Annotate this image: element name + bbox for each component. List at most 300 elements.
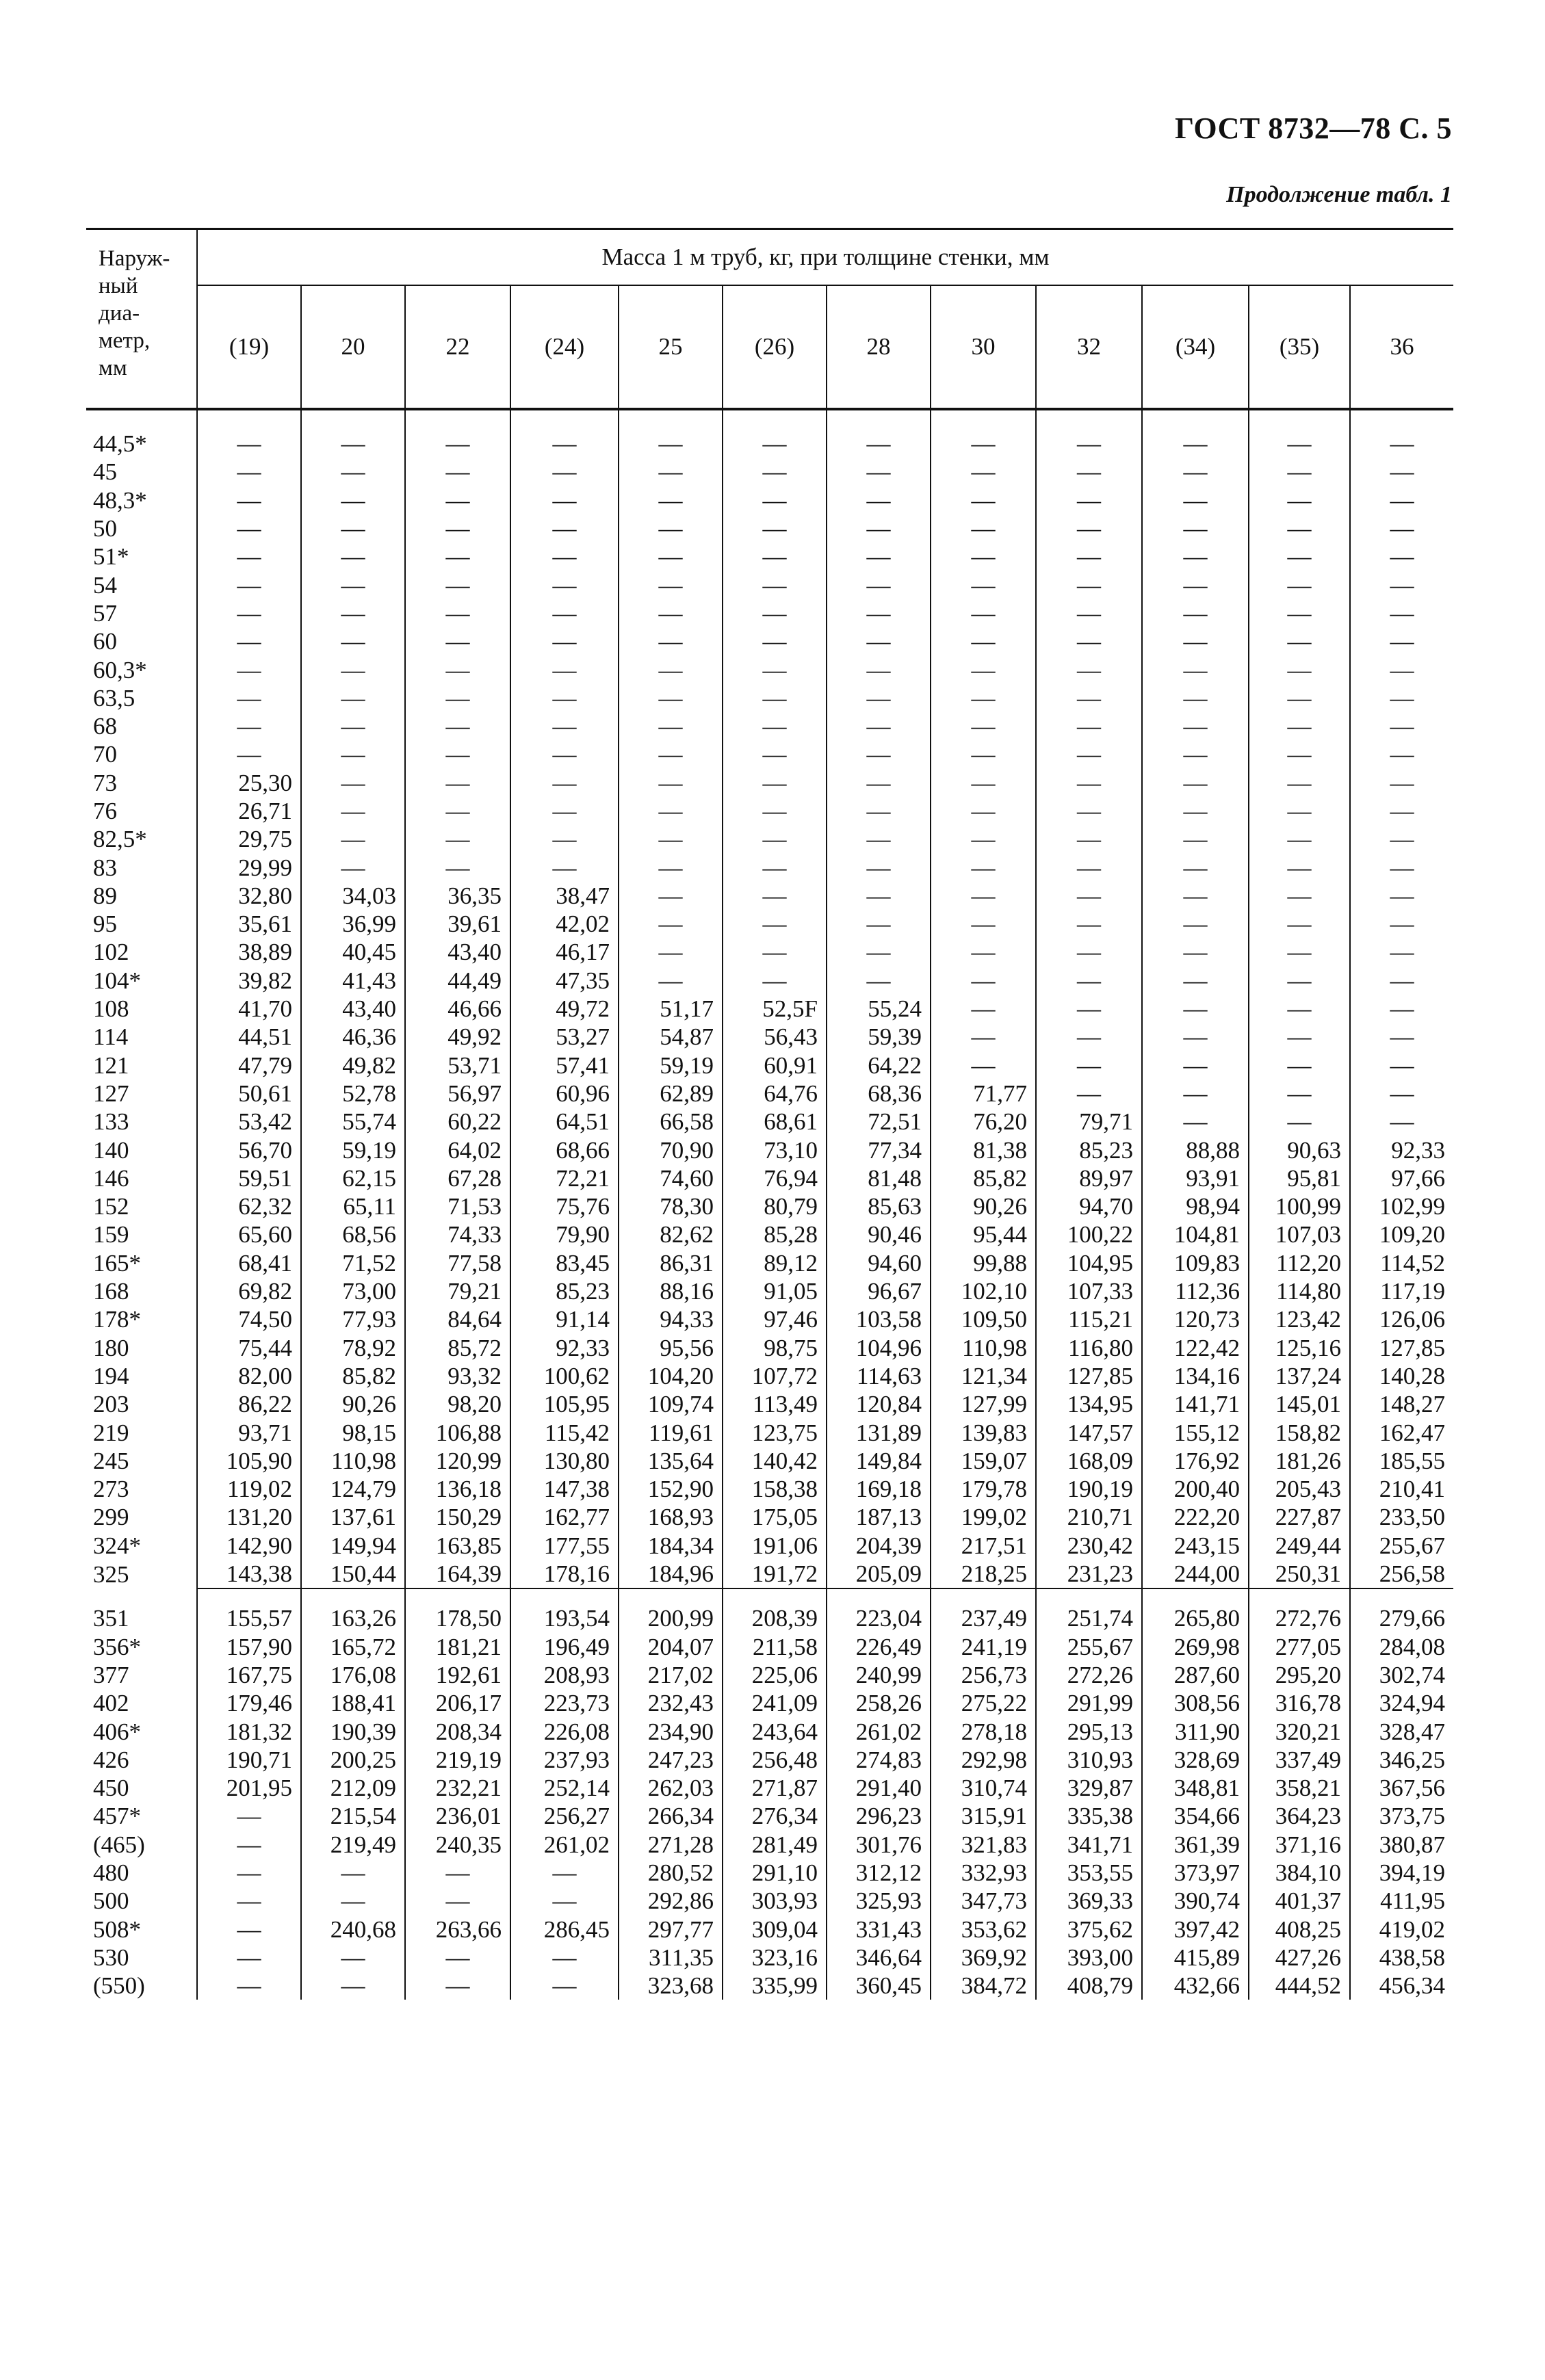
mass-cell: 373,75	[1350, 1802, 1453, 1830]
mass-cell: 134,16	[1142, 1362, 1249, 1390]
mass-cell: —	[1142, 542, 1249, 571]
mass-cell: —	[1036, 995, 1142, 1023]
mass-cell: —	[1350, 486, 1453, 514]
table-row	[86, 655, 1453, 683]
mass-cell: 158,82	[1249, 1418, 1350, 1446]
mass-cell: 158,38	[723, 1475, 827, 1503]
mass-cell: 70,90	[619, 1136, 723, 1164]
mass-cell: —	[1036, 910, 1142, 938]
mass-cell: —	[827, 409, 931, 458]
mass-cell: 205,09	[827, 1560, 931, 1588]
mass-cell: 302,74	[1350, 1661, 1453, 1689]
mass-cell: —	[931, 458, 1036, 486]
mass-cell: —	[723, 684, 827, 712]
table-continuation-label: Продолжение табл. 1	[1226, 182, 1452, 207]
wall-thickness-header: (24)	[510, 285, 619, 409]
mass-cell: 66,58	[619, 1108, 723, 1136]
mass-cell: 256,73	[931, 1661, 1036, 1689]
mass-cell: 240,68	[301, 1915, 405, 1943]
mass-cell: 321,83	[931, 1831, 1036, 1859]
mass-cell: —	[1249, 409, 1350, 458]
mass-cell: 292,86	[619, 1887, 723, 1915]
mass-cell: 77,34	[827, 1136, 931, 1164]
mass-cell: 97,46	[723, 1305, 827, 1333]
table-row	[86, 882, 1453, 910]
mass-cell: 284,08	[1350, 1632, 1453, 1660]
mass-cell: 271,87	[723, 1774, 827, 1802]
mass-cell: —	[931, 740, 1036, 768]
mass-cell: 79,71	[1036, 1108, 1142, 1136]
mass-cell: —	[510, 409, 619, 458]
table-row	[86, 1305, 1453, 1333]
mass-cell: 251,74	[1036, 1604, 1142, 1632]
mass-cell: —	[931, 514, 1036, 542]
diameter-cell: 219	[93, 1419, 129, 1446]
mass-cell: 325,93	[827, 1887, 931, 1915]
mass-cell: 85,28	[723, 1220, 827, 1248]
diameter-cell: 63,5	[93, 684, 135, 711]
mass-cell: 291,10	[723, 1859, 827, 1887]
mass-cell: 29,75	[197, 825, 301, 853]
mass-cell: 40,45	[301, 938, 405, 966]
mass-cell: —	[1036, 740, 1142, 768]
mass-cell: 36,35	[405, 882, 510, 910]
mass-cell: 90,63	[1249, 1136, 1350, 1164]
diameter-cell: 178*	[93, 1306, 141, 1333]
diameter-cell: 83	[93, 854, 117, 881]
mass-cell: 364,23	[1249, 1802, 1350, 1830]
mass-cell: 42,02	[510, 910, 619, 938]
diameter-cell: 273	[93, 1476, 129, 1503]
mass-cell: —	[931, 995, 1036, 1023]
mass-cell: —	[510, 627, 619, 655]
wall-thickness-header: 28	[827, 285, 931, 409]
mass-cell: —	[510, 655, 619, 683]
mass-cell: 263,66	[405, 1915, 510, 1943]
diameter-cell: 102	[93, 939, 129, 966]
mass-cell: —	[827, 542, 931, 571]
mass-cell: 71,53	[405, 1192, 510, 1220]
mass-cell: —	[197, 1859, 301, 1887]
mass-cell: —	[1350, 938, 1453, 966]
mass-cell: 432,66	[1142, 1972, 1249, 2000]
mass-cell: 178,50	[405, 1604, 510, 1632]
diameter-cell: 76	[93, 798, 117, 824]
mass-cell: —	[931, 967, 1036, 995]
mass-cell: —	[1249, 1051, 1350, 1080]
mass-cell: —	[723, 910, 827, 938]
mass-cell: —	[1142, 797, 1249, 825]
mass-cell: —	[1350, 1023, 1453, 1051]
mass-cell: 256,58	[1350, 1560, 1453, 1588]
diameter-cell: 82,5*	[93, 826, 147, 853]
mass-cell: —	[931, 797, 1036, 825]
mass-cell: 165,72	[301, 1632, 405, 1660]
mass-cell: —	[931, 571, 1036, 599]
mass-cell: —	[301, 486, 405, 514]
mass-cell: 120,84	[827, 1390, 931, 1418]
mass-cell: —	[619, 627, 723, 655]
wall-thickness-header: 30	[931, 285, 1036, 409]
mass-cell: 68,56	[301, 1220, 405, 1248]
mass-cell: —	[301, 409, 405, 458]
diameter-cell: 45	[93, 458, 117, 486]
mass-cell: 237,93	[510, 1746, 619, 1774]
mass-cell: 97,66	[1350, 1164, 1453, 1192]
mass-cell: 223,04	[827, 1604, 931, 1632]
mass-cell: —	[619, 769, 723, 797]
mass-cell: —	[301, 542, 405, 571]
mass-cell: —	[931, 853, 1036, 881]
mass-cell: —	[510, 1859, 619, 1887]
mass-cell: —	[931, 599, 1036, 627]
mass-cell: 36,99	[301, 910, 405, 938]
mass-cell: 335,38	[1036, 1802, 1142, 1830]
table-row	[86, 1108, 1453, 1136]
mass-cell: —	[1249, 967, 1350, 995]
mass-cell: 95,56	[619, 1334, 723, 1362]
mass-cell: 369,33	[1036, 1887, 1142, 1915]
mass-cell: —	[405, 627, 510, 655]
mass-cell: 59,19	[619, 1051, 723, 1080]
table-row	[86, 1915, 1453, 1943]
mass-cell: —	[405, 571, 510, 599]
mass-cell: 181,26	[1249, 1447, 1350, 1475]
mass-cell: 188,41	[301, 1689, 405, 1717]
mass-cell: —	[1350, 967, 1453, 995]
mass-cell: 123,75	[723, 1418, 827, 1446]
mass-cell: 78,92	[301, 1334, 405, 1362]
mass-cell: 217,51	[931, 1532, 1036, 1560]
mass-cell: 145,01	[1249, 1390, 1350, 1418]
mass-cell: —	[1249, 514, 1350, 542]
mass-cell: 208,39	[723, 1604, 827, 1632]
mass-cell: —	[1036, 797, 1142, 825]
mass-cell: 261,02	[510, 1831, 619, 1859]
mass-cell: —	[827, 740, 931, 768]
mass-cell: 59,51	[197, 1164, 301, 1192]
mass-cell: —	[405, 797, 510, 825]
mass-cell: 89,97	[1036, 1164, 1142, 1192]
mass-cell: 75,44	[197, 1334, 301, 1362]
mass-cell: 29,99	[197, 853, 301, 881]
mass-cell: —	[510, 797, 619, 825]
mass-cell: —	[1036, 1023, 1142, 1051]
mass-cell: 348,81	[1142, 1774, 1249, 1802]
mass-cell: 107,72	[723, 1362, 827, 1390]
mass-cell: 77,58	[405, 1249, 510, 1277]
mass-cell: 411,95	[1350, 1887, 1453, 1915]
mass-cell: —	[510, 571, 619, 599]
mass-cell: 85,82	[931, 1164, 1036, 1192]
mass-cell: 210,41	[1350, 1475, 1453, 1503]
mass-cell: 190,39	[301, 1717, 405, 1745]
mass-cell: 81,48	[827, 1164, 931, 1192]
mass-cell: 46,36	[301, 1023, 405, 1051]
mass-cell: 316,78	[1249, 1689, 1350, 1717]
mass-cell: —	[197, 1887, 301, 1915]
mass-cell: 176,08	[301, 1661, 405, 1689]
mass-cell: —	[1142, 599, 1249, 627]
diameter-cell: 402	[93, 1690, 129, 1717]
mass-cell: 150,44	[301, 1560, 405, 1588]
diameter-cell: 480	[93, 1859, 129, 1886]
mass-cell: 337,49	[1249, 1746, 1350, 1774]
mass-cell: 168,93	[619, 1503, 723, 1531]
mass-cell: —	[301, 514, 405, 542]
table-row	[86, 938, 1453, 966]
mass-cell: 59,39	[827, 1023, 931, 1051]
mass-cell: 367,56	[1350, 1774, 1453, 1802]
mass-cell: —	[1249, 655, 1350, 683]
mass-cell: —	[1142, 458, 1249, 486]
table-row	[86, 1774, 1453, 1802]
mass-cell: 162,77	[510, 1503, 619, 1531]
table-row	[86, 1249, 1453, 1277]
mass-cell: —	[1249, 769, 1350, 797]
mass-cell: —	[197, 740, 301, 768]
mass-cell: —	[827, 571, 931, 599]
mass-cell: —	[197, 1915, 301, 1943]
mass-cell: 112,36	[1142, 1277, 1249, 1305]
diameter-cell: 140	[93, 1136, 129, 1164]
mass-cell: 332,93	[931, 1859, 1036, 1887]
mass-cell: —	[723, 882, 827, 910]
mass-cell: 252,14	[510, 1774, 619, 1802]
mass-cell: 211,58	[723, 1632, 827, 1660]
mass-cell: 360,45	[827, 1972, 931, 2000]
mass-cell: —	[1350, 769, 1453, 797]
mass-cell: 196,49	[510, 1632, 619, 1660]
mass-cell: 311,90	[1142, 1717, 1249, 1745]
mass-cell: —	[931, 627, 1036, 655]
mass-cell: 77,93	[301, 1305, 405, 1333]
mass-cell: —	[827, 684, 931, 712]
diameter-cell: (465)	[93, 1831, 145, 1858]
diameter-cell: 133	[93, 1108, 129, 1136]
mass-cell: 247,23	[619, 1746, 723, 1774]
mass-cell: 73,10	[723, 1136, 827, 1164]
mass-cell: 369,92	[931, 1944, 1036, 1972]
mass-cell: 212,09	[301, 1774, 405, 1802]
mass-cell: —	[1350, 825, 1453, 853]
diameter-cell: 60	[93, 628, 117, 655]
mass-cell: 34,03	[301, 882, 405, 910]
table-row	[86, 458, 1453, 486]
mass-cell: —	[1036, 882, 1142, 910]
mass-cell: 328,47	[1350, 1717, 1453, 1745]
mass-cell: 68,66	[510, 1136, 619, 1164]
mass-cell: —	[1142, 853, 1249, 881]
mass-cell: —	[301, 627, 405, 655]
mass-cell: 95,81	[1249, 1164, 1350, 1192]
table-row	[86, 1632, 1453, 1660]
mass-cell: —	[1249, 712, 1350, 740]
mass-cell: —	[619, 882, 723, 910]
mass-cell: 222,20	[1142, 1503, 1249, 1531]
mass-cell: 141,71	[1142, 1390, 1249, 1418]
mass-cell: —	[1249, 1080, 1350, 1108]
mass-cell: 444,52	[1249, 1972, 1350, 2000]
table-row	[86, 486, 1453, 514]
mass-cell: 408,25	[1249, 1915, 1350, 1943]
mass-cell: 346,64	[827, 1944, 931, 1972]
mass-cell: —	[197, 627, 301, 655]
mass-cell: —	[827, 655, 931, 683]
mass-cell: —	[723, 797, 827, 825]
mass-cell: 175,05	[723, 1503, 827, 1531]
mass-cell: 223,73	[510, 1689, 619, 1717]
mass-cell: —	[1350, 853, 1453, 881]
mass-cell: —	[1142, 486, 1249, 514]
mass-cell: 408,79	[1036, 1972, 1142, 2000]
mass-cell: 192,61	[405, 1661, 510, 1689]
mass-cell: —	[827, 712, 931, 740]
mass-cell: 43,40	[405, 938, 510, 966]
mass-cell: 76,94	[723, 1164, 827, 1192]
mass-cell: 390,74	[1142, 1887, 1249, 1915]
mass-cell: —	[1350, 684, 1453, 712]
mass-cell: 124,79	[301, 1475, 405, 1503]
mass-cell: 82,00	[197, 1362, 301, 1390]
mass-cell: 341,71	[1036, 1831, 1142, 1859]
mass-cell: 200,99	[619, 1604, 723, 1632]
mass-cell: 199,02	[931, 1503, 1036, 1531]
mass-cell: —	[301, 684, 405, 712]
wall-thickness-header: 20	[301, 285, 405, 409]
table-row	[86, 1362, 1453, 1390]
mass-cell: —	[931, 938, 1036, 966]
diameter-cell: 50	[93, 515, 117, 542]
mass-cell: 120,73	[1142, 1305, 1249, 1333]
mass-cell: 64,22	[827, 1051, 931, 1080]
mass-cell: —	[1142, 571, 1249, 599]
mass-cell: 72,21	[510, 1164, 619, 1192]
mass-cell: —	[723, 599, 827, 627]
mass-cell: —	[301, 1972, 405, 2000]
mass-cell: —	[723, 769, 827, 797]
mass-cell: 39,82	[197, 967, 301, 995]
mass-cell: —	[1350, 1108, 1453, 1136]
table-row	[86, 1192, 1453, 1220]
mass-cell: 85,23	[510, 1277, 619, 1305]
mass-cell: —	[931, 882, 1036, 910]
mass-cell: —	[1350, 882, 1453, 910]
diameter-cell: 426	[93, 1746, 129, 1773]
mass-cell: —	[1036, 967, 1142, 995]
mass-cell: 143,38	[197, 1560, 301, 1588]
table-row	[86, 627, 1453, 655]
mass-cell: 127,85	[1036, 1362, 1142, 1390]
mass-cell: 210,71	[1036, 1503, 1142, 1531]
mass-cell: 126,06	[1350, 1305, 1453, 1333]
mass-cell: 335,99	[723, 1972, 827, 2000]
mass-cell: 115,21	[1036, 1305, 1142, 1333]
mass-cell: 201,95	[197, 1774, 301, 1802]
table-row	[86, 769, 1453, 797]
diameter-cell: 68	[93, 713, 117, 740]
mass-cell: 54,87	[619, 1023, 723, 1051]
mass-cell: 93,32	[405, 1362, 510, 1390]
mass-cell: 353,62	[931, 1915, 1036, 1943]
mass-cell: 127,99	[931, 1390, 1036, 1418]
mass-cell: —	[1036, 825, 1142, 853]
mass-cell: —	[1249, 1023, 1350, 1051]
mass-cell: —	[1350, 542, 1453, 571]
table-row	[86, 1532, 1453, 1560]
mass-cell: 256,48	[723, 1746, 827, 1774]
mass-cell: —	[1249, 684, 1350, 712]
mass-cell: 74,60	[619, 1164, 723, 1192]
mass-cell: 122,42	[1142, 1334, 1249, 1362]
mass-cell: 86,22	[197, 1390, 301, 1418]
mass-cell: —	[619, 938, 723, 966]
mass-cell: —	[1142, 712, 1249, 740]
diameter-cell: 351	[93, 1605, 129, 1632]
mass-cell: 328,69	[1142, 1746, 1249, 1774]
mass-cell: 120,99	[405, 1447, 510, 1475]
mass-cell: 346,25	[1350, 1746, 1453, 1774]
mass-cell: 181,32	[197, 1717, 301, 1745]
mass-cell: 44,51	[197, 1023, 301, 1051]
mass-cell: —	[197, 599, 301, 627]
table-row	[86, 1604, 1453, 1632]
mass-cell: —	[1249, 486, 1350, 514]
mass-cell: —	[405, 740, 510, 768]
mass-cell: 105,95	[510, 1390, 619, 1418]
mass-cell: 258,26	[827, 1689, 931, 1717]
mass-cell: 68,36	[827, 1080, 931, 1108]
table-row	[86, 1887, 1453, 1915]
mass-cell: —	[1036, 1051, 1142, 1080]
mass-cell: 78,30	[619, 1192, 723, 1220]
mass-cell: —	[619, 740, 723, 768]
mass-cell: 157,90	[197, 1632, 301, 1660]
mass-cell: 49,82	[301, 1051, 405, 1080]
mass-cell: —	[827, 458, 931, 486]
wall-thickness-header: 36	[1350, 285, 1453, 409]
mass-cell: 419,02	[1350, 1915, 1453, 1943]
table-row	[86, 1334, 1453, 1362]
mass-cell: —	[301, 1944, 405, 1972]
mass-cell: —	[1350, 655, 1453, 683]
mass-cell: —	[619, 797, 723, 825]
table-row	[86, 825, 1453, 853]
mass-cell: 49,92	[405, 1023, 510, 1051]
mass-cell: 415,89	[1142, 1944, 1249, 1972]
mass-cell: 55,74	[301, 1108, 405, 1136]
diameter-cell: 377	[93, 1661, 129, 1688]
table-row	[86, 1023, 1453, 1051]
table-row	[86, 1944, 1453, 1972]
mass-cell: —	[510, 1887, 619, 1915]
mass-cell: —	[301, 825, 405, 853]
mass-cell: —	[1036, 409, 1142, 458]
mass-cell: 84,64	[405, 1305, 510, 1333]
mass-cell: 109,50	[931, 1305, 1036, 1333]
mass-cell: 295,20	[1249, 1661, 1350, 1689]
diameter-cell: 180	[93, 1334, 129, 1361]
mass-cell: —	[197, 655, 301, 683]
mass-cell: —	[1036, 1080, 1142, 1108]
mass-cell: —	[1249, 825, 1350, 853]
mass-cell: —	[827, 882, 931, 910]
mass-cell: 296,23	[827, 1802, 931, 1830]
mass-cell: 98,75	[723, 1334, 827, 1362]
mass-cell: —	[1142, 655, 1249, 683]
mass-cell: 71,52	[301, 1249, 405, 1277]
mass-cell: —	[619, 571, 723, 599]
